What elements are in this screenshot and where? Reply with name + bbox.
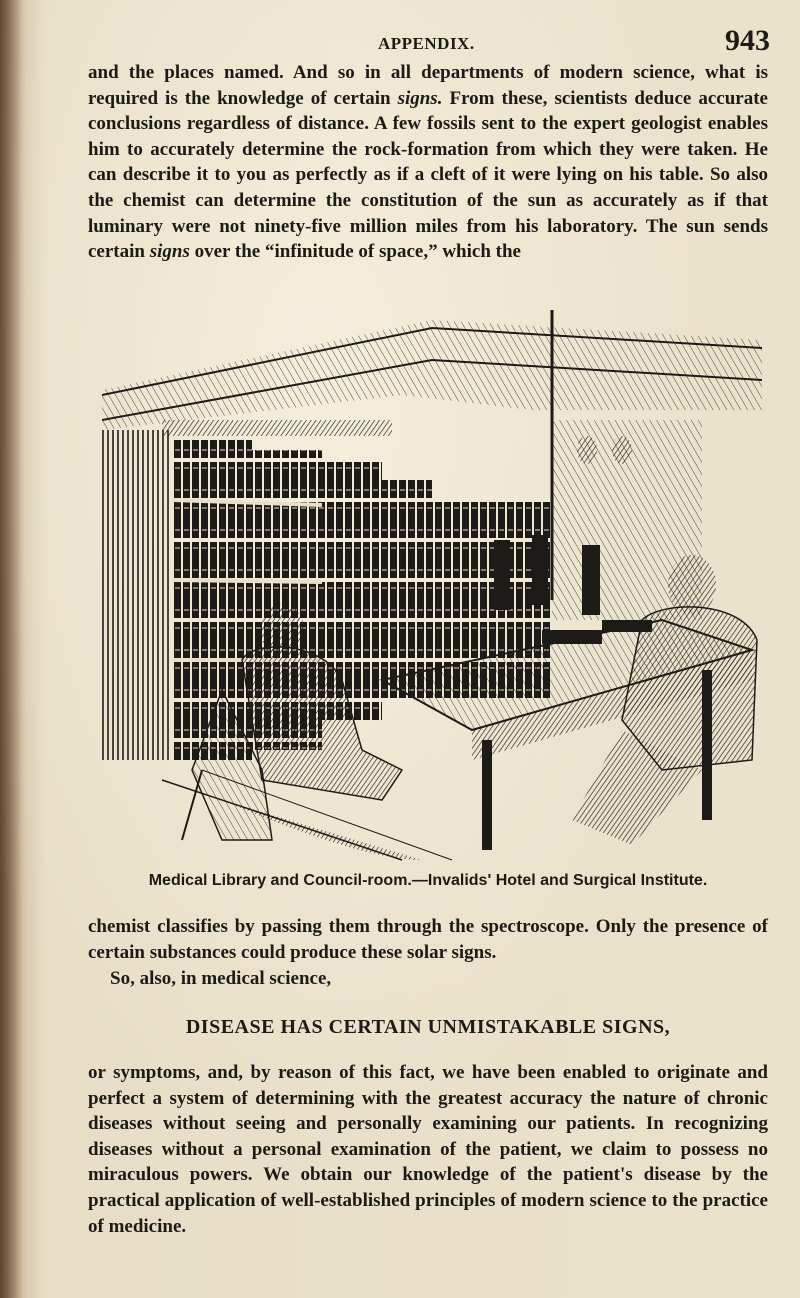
- emphasis-signs-1: signs.: [397, 87, 443, 109]
- section-heading: DISEASE HAS CERTAIN UNMISTAKABLE SIGNS,: [185, 1016, 671, 1038]
- running-head: APPENDIX.: [378, 34, 475, 53]
- paragraph-bottom: or symptoms, and, by reason of this fact, we have been enabled to originate and perfect a system of determining with the greatest accuracy the nature of chronic diseases without seeing and personally examining our patients. In recognizing diseases without a personal examination of the patient, we claim to possess no miraculous powers. We obtain our knowledge of the patient's disease by the practical application of well-established principles of modern science to the practice of medicine.: [88, 1062, 768, 1237]
- page-number: 943: [725, 24, 770, 57]
- paragraph-top-part1: and the places named. And so in all departments of modern science, what is required is the knowledge of certain: [88, 62, 768, 109]
- paragraph-top-part3: over the “infinitude of space,” which the: [189, 241, 521, 263]
- illustration-caption: Medical Library and Council-room.—Invalids' Hotel and Surgical Institute.: [148, 872, 708, 889]
- paragraph-top-part2: From these, scientists deduce accurate conclusions regardless of distance. A few fossils sent to the expert geologist enables him to accurately determine the rock-formation from which they were taken. He can describe it to you as perfectly as if a cleft of it were lying on his table. So also the chemist can determine the constitution of the sun as accurately as if that luminary were not ninety-five million miles from his laboratory. The sun sends certain: [88, 87, 768, 263]
- paragraph-top: [88, 60, 768, 265]
- paragraph-so: So, also, in medical science,: [110, 968, 332, 989]
- page-header: [60, 24, 770, 64]
- emphasis-signs-2: signs: [149, 241, 190, 263]
- library-engraving: [102, 300, 762, 866]
- paragraph-mid: chemist classifies by passing them through the spectroscope. Only the presence of certain substances could produce these solar signs.: [88, 916, 768, 963]
- binding-shadow: [0, 0, 22, 1298]
